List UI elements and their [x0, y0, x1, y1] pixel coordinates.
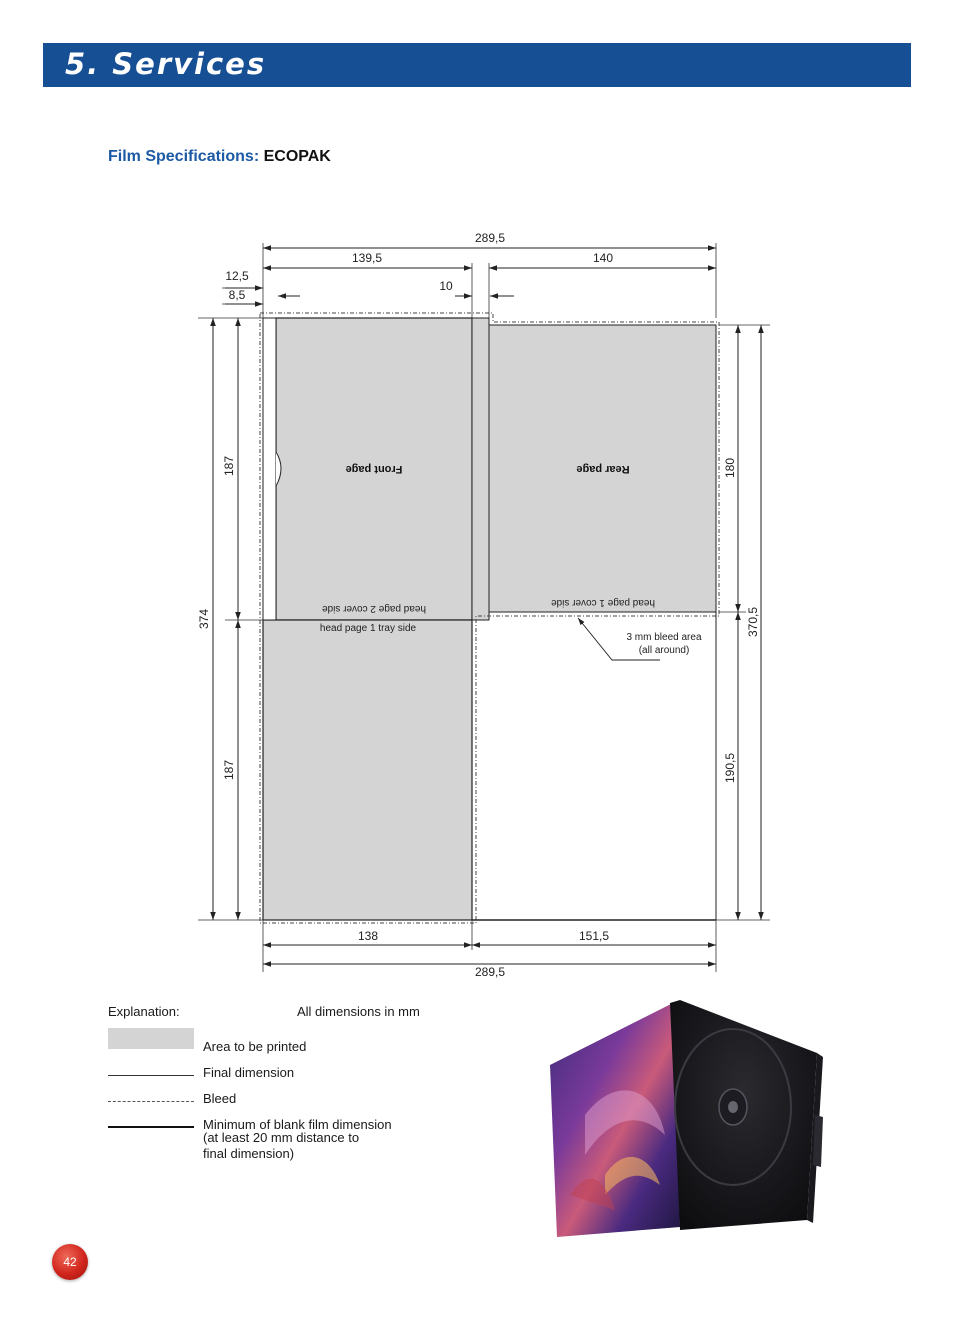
front-page-label: Front page [345, 463, 403, 475]
tray-page-area [263, 620, 472, 920]
dim-total-height: 374 [197, 608, 211, 630]
spine-area [472, 318, 489, 620]
dim-total-width-bottom: 289,5 [474, 965, 506, 979]
legend-minimum-line2: (at least 20 mm distance to [203, 1130, 360, 1145]
subtitle-product: ECOPAK [263, 148, 331, 165]
dim-offset-12-5: 12,5 [225, 269, 249, 283]
legend-swatch-print-area [108, 1028, 194, 1049]
bleed-label-line1: 3 mm bleed area [626, 632, 702, 643]
rear-page-label: Rear page [576, 463, 630, 475]
legend-swatch-minimum [108, 1126, 194, 1128]
dim-rear-full-height: 370,5 [746, 606, 760, 638]
dim-upper-height: 187 [222, 455, 236, 477]
page-number: 42 [63, 1255, 77, 1269]
head-page-1-tray-label: head page 1 tray side [319, 623, 417, 634]
head-page-2-label: head page 2 cover side [322, 603, 426, 614]
front-flap-edge [263, 318, 276, 620]
legend-swatch-bleed [108, 1101, 194, 1102]
dim-bottom-left: 138 [357, 929, 379, 943]
legend-final-dimension: Final dimension [203, 1065, 295, 1080]
ecopak-case-photo [545, 995, 825, 1240]
head-page-1-cover-label: head page 1 cover side [551, 597, 655, 608]
legend-print-area: Area to be printed [203, 1039, 307, 1054]
legend-bleed: Bleed [203, 1091, 237, 1106]
dim-total-width-top: 289,5 [474, 231, 506, 245]
dim-lower-height: 187 [222, 759, 236, 781]
page-number-badge [52, 1244, 88, 1280]
legend-minimum-line1: Minimum of blank film dimension [203, 1117, 392, 1132]
dim-rear-width: 140 [592, 251, 614, 265]
dim-front-width: 139,5 [351, 251, 383, 265]
page-title: 5. Services [65, 47, 267, 81]
bleed-label-line2: (all around) [638, 645, 690, 656]
subtitle-label: Film Specifications: [108, 148, 260, 165]
dim-rear-height: 180 [723, 457, 737, 479]
legend-explanation: Explanation: [108, 1004, 180, 1019]
dim-spine-10: 10 [439, 279, 453, 293]
dim-offset-8-5: 8,5 [228, 288, 246, 302]
legend-swatch-final [108, 1075, 194, 1076]
legend-minimum-line3: final dimension) [203, 1146, 295, 1161]
dim-bottom-right: 151,5 [578, 929, 610, 943]
legend-units: All dimensions in mm [297, 1004, 420, 1019]
dim-rear-lower: 190,5 [723, 752, 737, 784]
